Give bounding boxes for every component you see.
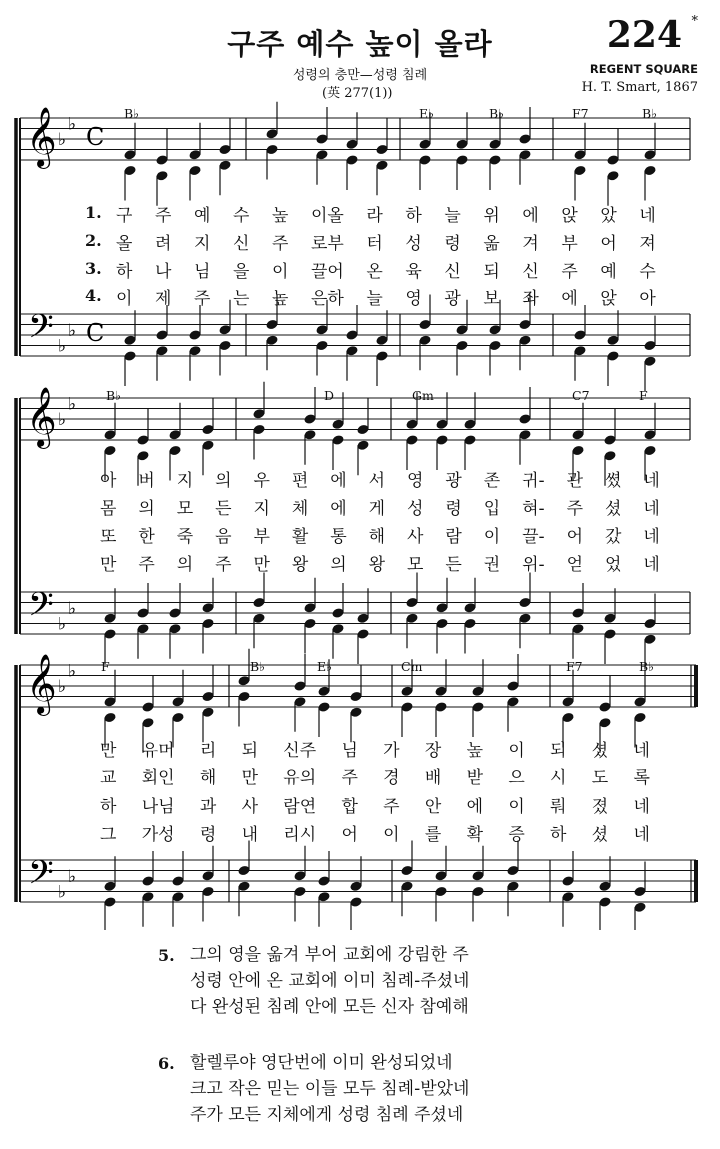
lyric-syllable: 령 [444, 234, 461, 254]
lyric-syllable: 네 [633, 825, 650, 845]
verse-number: 3. [85, 259, 102, 278]
lyric-syllable: 위 [483, 206, 500, 226]
lyric-syllable: 구 [116, 206, 133, 226]
lyric-syllable: 져 [639, 234, 656, 254]
lyric-syllable: 든 [445, 555, 462, 575]
system-1-bass-clef: 𝄢 [28, 308, 54, 354]
lyric-syllable: 뤄 [550, 797, 567, 817]
lyric-syllable: 예 [194, 206, 211, 226]
lyric-syllable: 수 [639, 262, 656, 282]
lyric-syllable: 에 [466, 797, 484, 817]
lyric-syllable: 에 [522, 206, 539, 226]
lyric-syllable: 라 [366, 206, 383, 226]
lyric-line [116, 229, 656, 254]
lyric-syllable: 님 [341, 741, 358, 761]
lyric-syllable: 주 [194, 289, 211, 309]
lyric-syllable: 증 [508, 825, 525, 845]
lyric-line [100, 522, 660, 547]
stanza-number: 5. [158, 946, 175, 965]
lyric-syllable: 신 [522, 262, 539, 282]
chord-symbol: F [639, 388, 648, 403]
chord-symbol: F [101, 659, 110, 674]
lyric-syllable: 주 [155, 206, 172, 226]
lyric-syllable: 는 [233, 289, 250, 309]
system-2-treble-clef: 𝄞 [26, 387, 57, 447]
chord-symbol: Cm [401, 659, 423, 674]
hymn-subtitle: 성령의 충만—성령 침례 [292, 68, 428, 83]
lyric-line [100, 792, 650, 817]
system-3-key-flat: ♭ [58, 677, 67, 697]
lyric-syllable: 에 [561, 289, 578, 309]
lyric-syllable: 든 [215, 499, 232, 519]
lyric-syllable: 으 [508, 768, 525, 788]
system-1-treble-clef: 𝄞 [26, 107, 57, 167]
lyric-syllable: 가 [383, 741, 400, 761]
lyric-syllable: 신 [444, 262, 461, 282]
system-3-final-thick [694, 665, 698, 707]
lyric-syllable: 록 [633, 768, 650, 788]
system-3-treble-clef: 𝄞 [26, 654, 57, 714]
lyric-syllable: 유머 [141, 741, 175, 761]
lyric-syllable: 어 [566, 527, 584, 547]
lyric-syllable: 되 [241, 741, 259, 761]
lyric-syllable: 하 [405, 206, 422, 226]
lyric-syllable: 확 [466, 825, 484, 845]
stanza-line: 다 완성된 침례 안에 모든 신자 참예해 [190, 997, 469, 1017]
lyric-syllable: 주 [138, 555, 155, 575]
lyric-syllable: 앉 [561, 206, 578, 226]
chord-symbol: Gm [412, 388, 434, 403]
lyric-syllable: 도 [591, 768, 609, 788]
lyric-syllable: 모 [176, 499, 194, 519]
lyric-syllable: 권 [483, 555, 501, 575]
time-signature-bass: C [86, 319, 105, 347]
lyric-syllable: 체 [291, 499, 309, 519]
chord-symbol: B♭ [639, 659, 655, 674]
lyric-syllable: 회인 [141, 768, 175, 788]
lyric-syllable: 늘 [444, 206, 461, 226]
lyric-syllable: 높 [466, 741, 484, 761]
tune-name: REGENT SQUARE [589, 62, 698, 76]
lyric-syllable: 네 [643, 527, 660, 547]
chord-symbol: B♭ [124, 106, 140, 121]
lyric-syllable: 안 [424, 797, 442, 817]
stanza-line: 주가 모든 지체에게 성령 침례 주셨네 [190, 1105, 464, 1125]
lyric-syllable: 셨 [591, 741, 609, 761]
lyric-syllable: 네 [633, 741, 650, 761]
verse-number: 2. [85, 231, 102, 250]
chord-symbol: B♭ [106, 388, 122, 403]
lyric-syllable: 우 [253, 471, 270, 491]
verse-number: 1. [85, 203, 102, 222]
system-2-key-flat: ♭ [68, 598, 77, 619]
system-1-key-flat: ♭ [58, 336, 67, 357]
lyric-syllable: 하 [550, 825, 567, 845]
lyric-syllable: 주 [383, 797, 400, 817]
lyric-syllable: 리시 [283, 825, 317, 845]
chord-symbol: C7 [572, 388, 590, 403]
lyric-syllable: 은하 [311, 289, 344, 309]
lyric-syllable: 네 [643, 555, 660, 575]
lyric-syllable: 만 [241, 768, 259, 788]
lyric-line [116, 284, 656, 309]
lyric-syllable: 지 [253, 499, 270, 519]
lyric-syllable: 람 [445, 527, 462, 547]
lyric-syllable: 졌 [591, 797, 609, 817]
lyric-syllable: 광 [444, 289, 461, 309]
lyric-syllable: 람연 [283, 797, 317, 817]
stanza-line: 그의 영을 옮겨 부어 교회에 강림한 주 [190, 945, 469, 965]
lyric-syllable: 지 [176, 471, 194, 491]
lyric-syllable: 수 [233, 206, 250, 226]
lyric-syllable: 해 [199, 768, 217, 788]
lyric-syllable: 주 [272, 234, 289, 254]
chord-symbol: B♭ [642, 106, 658, 121]
stanza-line: 성령 안에 온 교회에 이미 침례-주셨네 [190, 971, 470, 991]
lyric-syllable: 사 [241, 797, 259, 817]
stanza-text [190, 1050, 469, 1128]
verse-number: 4. [85, 286, 102, 305]
lyric-line [116, 257, 656, 282]
lyric-syllable: 내 [241, 825, 259, 845]
system-2-key-flat: ♭ [58, 410, 67, 430]
lyric-line [100, 494, 660, 519]
lyric-syllable: 셨 [605, 499, 622, 519]
stanza-number: 6. [158, 1054, 175, 1073]
system-1-key-flat: ♭ [68, 114, 77, 135]
lyric-syllable: 서 [368, 471, 386, 491]
system-2-bass-clef: 𝄢 [28, 586, 54, 632]
lyric-syllable: 죽 [176, 527, 194, 547]
lyric-syllable: 앉 [600, 289, 617, 309]
lyric-syllable: 겨 [522, 234, 539, 254]
lyric-syllable: 위- [522, 555, 545, 575]
lyric-syllable: 를 [424, 825, 442, 845]
lyric-syllable: 네 [633, 797, 650, 817]
lyric-syllable: 의 [330, 555, 347, 575]
lyric-syllable: 주 [341, 768, 358, 788]
lyric-syllable: 만 [100, 555, 117, 575]
lyric-syllable: 부 [253, 527, 270, 547]
lyric-syllable: 신주 [283, 741, 317, 761]
lyric-syllable: 높 [272, 289, 289, 309]
lyric-syllable: 영 [407, 471, 424, 491]
lyric-syllable: 모 [407, 555, 424, 575]
composer: H. T. Smart, 1867 [581, 80, 698, 95]
system-2-key-flat: ♭ [68, 394, 77, 415]
lyric-syllable: 의 [215, 471, 232, 491]
lyric-syllable: 에 [330, 499, 347, 519]
stanza-text [190, 942, 469, 1020]
lyric-syllable: 어 [600, 234, 617, 254]
lyric-syllable: 경 [383, 768, 400, 788]
system-3-key-flat: ♭ [68, 866, 77, 887]
lyric-syllable: 입 [483, 499, 501, 519]
lyric-syllable: 끌- [522, 527, 545, 547]
lyric-syllable: 또 [100, 527, 117, 547]
lyric-syllable: 배 [424, 768, 442, 788]
lyric-syllable: 광 [445, 471, 462, 491]
chord-symbol: B♭ [489, 106, 505, 121]
lyric-syllable: 성 [407, 499, 424, 519]
system-3-key-flat: ♭ [58, 882, 67, 903]
lyric-syllable: 좌 [522, 289, 539, 309]
system-2-key-flat: ♭ [58, 614, 67, 635]
lyric-syllable: 육 [405, 262, 422, 282]
chord-symbol: F7 [572, 106, 589, 121]
lyric-syllable: 관 [566, 471, 584, 491]
lyric-syllable: 에 [330, 471, 347, 491]
lyric-syllable: 얻 [566, 555, 584, 575]
lyric-syllable: 지 [194, 234, 211, 254]
lyric-syllable: 주 [566, 499, 584, 519]
hymn-number-mark: * [691, 14, 698, 29]
lyric-syllable: 하 [116, 262, 133, 282]
lyric-syllable: 성 [405, 234, 422, 254]
lyric-syllable: 의 [138, 499, 155, 519]
lyric-syllable: 늘 [366, 289, 383, 309]
lyric-syllable: 네 [643, 499, 660, 519]
lyric-syllable: 활 [291, 527, 309, 547]
lyric-syllable: 게 [368, 499, 386, 519]
lyric-syllable: 온 [366, 262, 383, 282]
system-3-bass-clef: 𝄢 [28, 854, 54, 900]
lyric-syllable: 네 [639, 206, 656, 226]
lyric-syllable: 높 [272, 206, 289, 226]
lyric-syllable: 예 [600, 262, 617, 282]
lyric-syllable: 이올 [311, 206, 344, 226]
lyric-syllable: 이 [508, 741, 525, 761]
lyric-line [100, 763, 650, 788]
lyric-line [100, 736, 650, 761]
lyric-syllable: 과 [199, 797, 217, 817]
english-reference: (英 277(1)) [322, 86, 393, 101]
chord-symbol: D [324, 388, 335, 403]
chord-symbol: E♭ [317, 659, 333, 674]
lyric-syllable: 받 [466, 768, 484, 788]
lyric-syllable: 이 [483, 527, 501, 547]
lyric-syllable: 터 [366, 234, 383, 254]
lyric-syllable: 려 [155, 234, 172, 254]
lyric-syllable: 되 [483, 262, 500, 282]
lyric-syllable: 왕 [291, 555, 309, 575]
lyric-syllable: 나님 [141, 797, 175, 817]
lyric-syllable: 이 [508, 797, 525, 817]
lyric-syllable: 었 [605, 555, 622, 575]
lyric-syllable: 가성 [141, 825, 175, 845]
lyric-syllable: 사 [407, 527, 424, 547]
lyric-syllable: 이 [272, 262, 289, 282]
system-1-key-flat: ♭ [58, 130, 67, 150]
lyric-line [100, 550, 660, 575]
lyric-syllable: 님 [194, 262, 211, 282]
lyric-syllable: 령 [445, 499, 462, 519]
lyric-syllable: 신 [233, 234, 250, 254]
lyric-syllable: 주 [215, 555, 232, 575]
lyric-syllable: 버 [138, 471, 155, 491]
lyric-syllable: 나 [155, 262, 172, 282]
lyric-syllable: 만 [100, 741, 117, 761]
lyric-syllable: 영 [405, 289, 422, 309]
lyric-syllable: 올 [116, 234, 133, 254]
lyric-syllable: 셨 [591, 825, 609, 845]
lyric-syllable: 을 [233, 262, 250, 282]
lyric-syllable: 귀- [522, 471, 545, 491]
lyric-syllable: 해 [368, 527, 386, 547]
lyric-syllable: 존 [483, 471, 501, 491]
lyric-syllable: 보 [483, 289, 500, 309]
lyric-syllable: 시 [550, 768, 567, 788]
lyric-syllable: 았 [600, 206, 617, 226]
lyric-syllable: 령 [199, 825, 217, 845]
lyric-syllable: 쎴 [605, 471, 622, 491]
lyric-syllable: 이 [383, 825, 400, 845]
lyric-syllable: 네 [643, 471, 660, 491]
lyric-syllable: 한 [138, 527, 155, 547]
chord-symbol: E♭ [419, 106, 435, 121]
system-1-key-flat: ♭ [68, 320, 77, 341]
hymn-number: 224 [606, 14, 682, 56]
lyric-syllable: 끌어 [311, 262, 344, 282]
chord-symbol: B♭ [250, 659, 266, 674]
stanza-line: 크고 작은 믿는 이들 모두 침례-받았네 [190, 1079, 470, 1099]
time-signature-treble: C [86, 123, 105, 151]
stanza-line: 할렐루야 영단번에 이미 완성되었네 [190, 1053, 453, 1073]
lyric-syllable: 되 [550, 741, 567, 761]
lyric-syllable: 혀- [522, 499, 545, 519]
lyric-syllable: 장 [424, 741, 442, 761]
chord-symbol: F7 [566, 659, 583, 674]
lyric-syllable: 로부 [311, 234, 344, 254]
lyric-syllable: 어 [341, 825, 358, 845]
lyric-syllable: 아 [639, 289, 656, 309]
system-3-key-flat: ♭ [68, 661, 77, 682]
lyric-syllable: 통 [330, 527, 347, 547]
lyric-syllable: 리 [199, 741, 217, 761]
lyric-line [116, 201, 656, 226]
system-3-final-thick [694, 860, 698, 902]
lyric-syllable: 갔 [605, 527, 622, 547]
lyric-syllable: 만 [253, 555, 270, 575]
lyric-line [100, 820, 650, 845]
lyric-syllable: 유의 [283, 768, 317, 788]
lyric-syllable: 주 [561, 262, 578, 282]
lyric-syllable: 그 [100, 825, 117, 845]
lyric-syllable: 편 [291, 471, 309, 491]
lyric-syllable: 의 [176, 555, 194, 575]
lyric-syllable: 음 [215, 527, 232, 547]
lyric-syllable: 하 [100, 797, 117, 817]
lyric-syllable: 이 [116, 289, 133, 309]
lyric-syllable: 교 [100, 768, 117, 788]
lyric-syllable: 옮 [483, 234, 500, 254]
lyric-syllable: 몸 [100, 499, 117, 519]
hymn-title: 구주 예수 높이 올라 [227, 27, 493, 61]
lyric-line [100, 466, 660, 491]
lyric-syllable: 부 [561, 234, 578, 254]
lyric-syllable: 합 [341, 797, 358, 817]
lyric-syllable: 제 [155, 289, 172, 309]
lyric-syllable: 아 [100, 471, 117, 491]
lyric-syllable: 왕 [368, 555, 386, 575]
